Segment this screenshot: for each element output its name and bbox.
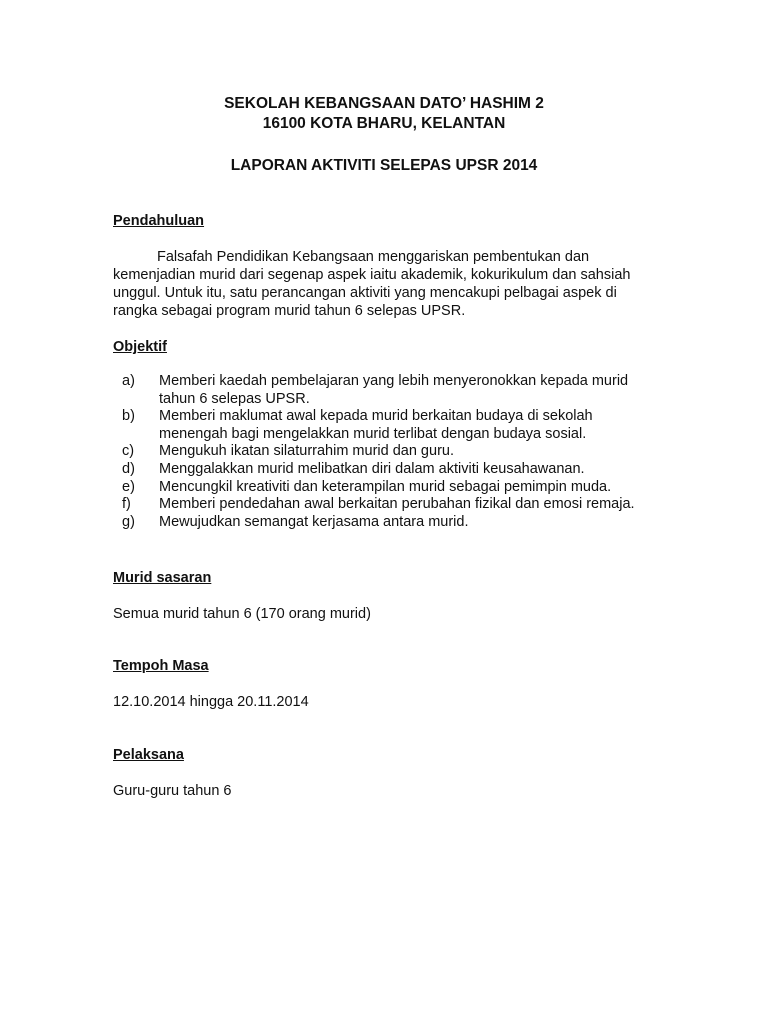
- list-marker: g): [122, 513, 135, 530]
- list-item: [113, 496, 673, 514]
- pendahuluan-line-1: Falsafah Pendidikan Kebangsaan menggariskan pembentukan dan: [157, 249, 590, 265]
- objektif-list: [113, 373, 673, 531]
- tempoh-masa-heading: Tempoh Masa: [113, 658, 209, 674]
- tempoh-masa-text: 12.10.2014 hingga 20.11.2014: [113, 694, 309, 710]
- list-item-text: Menggalakkan murid melibatkan diri dalam aktiviti keusahawanan.: [159, 460, 585, 477]
- pelaksana-text: Guru-guru tahun 6: [113, 783, 232, 799]
- list-item-text: Memberi maklumat awal kepada murid berkaitan budaya di sekolah menengah bagi mengelakkan murid terlibat dengan budaya sosial.: [159, 408, 593, 442]
- murid-sasaran-text: Semua murid tahun 6 (170 orang murid): [113, 606, 371, 622]
- list-item-text: Mengukuh ikatan silaturrahim murid dan guru.: [159, 443, 454, 460]
- list-item: [113, 443, 673, 461]
- pendahuluan-line-3: unggul. Untuk itu, satu perancangan aktiviti yang mencakupi pelbagai aspek di: [113, 285, 617, 301]
- list-marker: a): [122, 373, 135, 389]
- list-marker: c): [122, 443, 135, 460]
- school-name: SEKOLAH KEBANGSAAN DATO’ HASHIM 2: [224, 95, 544, 112]
- list-marker: b): [122, 408, 135, 425]
- list-marker: f): [122, 496, 131, 513]
- pendahuluan-line-2: kemenjadian murid dari segenap aspek iaitu akademik, kokurikulum dan sahsiah: [113, 267, 631, 283]
- list-marker: e): [122, 478, 135, 495]
- list-marker: d): [122, 460, 135, 477]
- report-title: LAPORAN AKTIVITI SELEPAS UPSR 2014: [230, 157, 538, 174]
- list-item: [113, 461, 673, 479]
- list-item-text: Mewujudkan semangat kerjasama antara murid.: [159, 513, 469, 530]
- objektif-heading: Objektif: [113, 339, 167, 355]
- school-address: 16100 KOTA BHARU, KELANTAN: [262, 115, 506, 132]
- list-item: [113, 479, 673, 497]
- list-item: [113, 408, 673, 443]
- list-item-text: Memberi kaedah pembelajaran yang lebih menyeronokkan kepada murid tahun 6 selepas UPSR.: [159, 373, 629, 407]
- pendahuluan-heading: Pendahuluan: [113, 213, 205, 229]
- pelaksana-heading: Pelaksana: [113, 747, 184, 763]
- list-item-text: Memberi pendedahan awal berkaitan perubahan fizikal dan emosi remaja.: [159, 496, 635, 513]
- murid-sasaran-heading: Murid sasaran: [113, 570, 212, 586]
- list-item: [113, 514, 673, 532]
- list-item-text: Mencungkil kreativiti dan keterampilan murid sebagai pemimpin muda.: [159, 478, 612, 495]
- list-item: [113, 373, 673, 408]
- pendahuluan-line-4: rangka sebagai program murid tahun 6 selepas UPSR.: [113, 303, 466, 319]
